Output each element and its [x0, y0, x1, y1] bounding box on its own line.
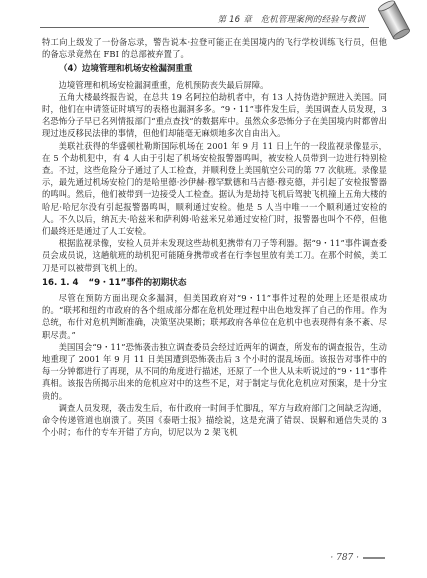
page-header — [0, 0, 427, 34]
paragraph: 调查人员发现，袭击发生后，布什政府一时间手忙脚乱，军方与政府部门之间缺乏沟通，命令传递管道也崩溃了。英国《泰晤士报》描绘说，这是充满了错误、误解和通信失灵的 3 个小时；布什的专车开错了方向，切尼以为 2 架飞机 — [42, 402, 387, 438]
paragraph: 美联社获得的华盛顿杜勒斯国际机场在 2001 年 9 月 11 日上午的一段监视录像显示，在 5 个劫机犯中，有 4 人由于引起了机场安检报警器鸣叫，被安检人员带到一边进行特别检查。不过，这些危险分子通过了人工检查，并顺利登上美国航空公司的第 77 次航班。录像显示，最先通过机场安检门的是哈里德·沙伊赫·穆罕默德和马吉德·穆克德，并引起了安检报警器的鸣叫。然后，他们被带到一边接受人工检查。据认为是劫持飞机后驾驶飞机撞上五角大楼的哈尼·哈尼尔没有引起报警器鸣叫，顺利通过安检。他是 5 人当中唯一一个顺利通过安检的人。不久以后，纳瓦夫·哈兹米和萨利姆·哈兹米兄弟通过安检门时，报警器也叫个不停，但他们最终还是通过了人工安检。 — [42, 140, 387, 237]
chapter-running-title: 第 16 章 危机管理案例的经验与教训 — [217, 15, 365, 25]
paragraph: 五角大楼最终报告说，在总共 19 名阿拉伯劫机者中，有 13 人持伪造护照进入美国。同时，他们在申请签证时填写的表格也漏洞多多。“9・11”事件发生后，美国调查人员发现，3 名恐怖分子早已名列情报部门“重点查找”的数据库中。虽然众多恐怖分子在美国境内时都曾出现过违反移民法律的事情，但他们却能毫无麻烦地多次自由出入。 — [42, 91, 387, 139]
section-heading — [42, 277, 387, 289]
page-body — [42, 36, 387, 439]
paragraph: 尽管在预防方面出现众多漏洞，但美国政府对“9・11”事件过程的处理上还是很成功的。“联邦和纽约市政府的各个组成部分都在危机处理过程中出色地发挥了自己的作用。作为总统，布什对危机判断准确，决策坚决果断；联邦政府各单位在危机中也表现得有条不紊、尽职尽责。” — [42, 293, 387, 340]
section-title: “9・11”事件的初期状态 — [88, 277, 187, 288]
section-number: 16. 1. 4 — [42, 277, 79, 288]
page-footer — [330, 553, 385, 563]
paragraph: 边境管理和机场安检漏洞重重，危机预防丧失最后屏障。 — [58, 79, 269, 90]
page-number: · 787 · — [330, 553, 359, 563]
footer-bar — [363, 557, 385, 559]
header-rule — [40, 27, 369, 28]
cylinder-ornament-icon — [371, 0, 417, 40]
paragraph: 美国国会“9・11”恐怖袭击独立调查委员会经过近两年的调查，所发布的调查报告，生动地重现了 2001 年 9 月 11 日美国遭到恐怖袭击后 3 个小时的混乱场面。该报告对事件中的每一分钟都进行了再现，从不同的角度进行描述，还原了一个世人从未听说过的“9・11”事件真相。该报告所揭示出来的危机应对中的这些不足，对于制定与优化危机应对预案，是十分宝贵的。 — [42, 341, 387, 401]
paragraph: 特工向上级发了一份备忘录，警告说本·拉登可能正在美国境内的飞行学校训练飞行员，但他的备忘录竟然在 FBI 的总部被弃置了。 — [42, 37, 387, 60]
paragraph: 根据监视录像，安检人员并未发现这些劫机犯携带有刀子等利器。据“9・11”事件调查委员会成员说，这趟航班的劫机犯可能随身携带或者在行李包里放有美工刀。在那个时候，美工刀是可以被带到飞机上的。 — [42, 238, 387, 273]
subsection-heading: （4）边境管理和机场安检漏洞重重 — [59, 64, 193, 75]
